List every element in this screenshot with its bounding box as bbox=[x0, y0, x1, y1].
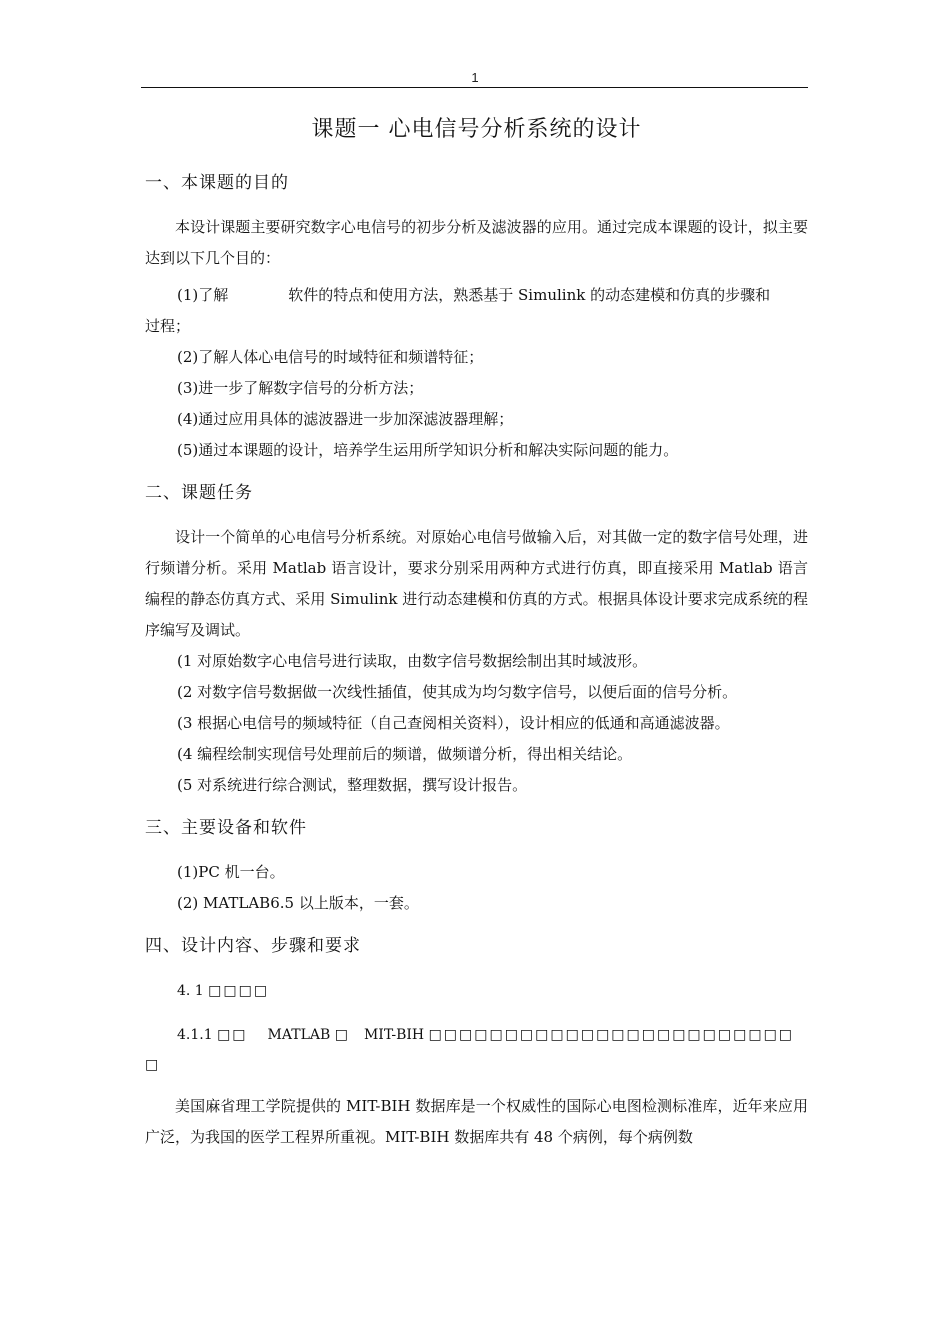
page-number: 1 bbox=[471, 70, 479, 85]
section3-item1: (1)PC 机一台。 bbox=[177, 863, 285, 881]
subsection-4-1-title: □□□□ bbox=[208, 983, 270, 999]
section1-item2: (2)了解人体心电信号的时域特征和频谱特征； bbox=[177, 348, 484, 366]
document-title: 课题一 心电信号分析系统的设计 bbox=[311, 117, 642, 142]
section1-item1-part2: 软件的特点和使用方法，熟悉基于 Simulink 的动态建模和仿真的步骤和 bbox=[288, 286, 771, 304]
section4-intro: 美国麻省理工学院提供的 MIT-BIH 数据库是一个权威性的国际心电图检测标准库，近年来应用广泛，为我国的医学工程界所重视。MIT-BIH 数据库共有 48 个病例，每个病例数 bbox=[145, 1097, 808, 1146]
section2-intro: 设计一个简单的心电信号分析系统。对原始心电信号做输入后，对其做一定的数字信号处理，进行频谱分析。采用 Matlab 语言设计，要求分别采用两种方式进行仿真，即直接采用 Matlab 语言编程的静态仿真方式、采用 Simulink 进行动态建模和仿真的方式。根据具体设计要求完成系统的程序编写及调试。 bbox=[145, 528, 808, 639]
section1-item1 bbox=[145, 280, 808, 311]
section4-heading: 四、设计内容、步骤和要求 bbox=[145, 936, 361, 956]
subsection-4-1-1-matlab: MATLAB bbox=[267, 1027, 331, 1043]
subsection-4-1-1-text2: □ bbox=[334, 1027, 350, 1043]
header-rule bbox=[141, 87, 808, 88]
section2-item2: (2 对数字信号数据做一次线性插值，使其成为均匀数字信号，以便后面的信号分析。 bbox=[177, 683, 738, 701]
subsection-4-1-1-text3: □□□□□□□□□□□□□□□□□□□□□□□□ bbox=[428, 1027, 795, 1043]
section1-item4: (4)通过应用具体的滤波器进一步加深滤波器理解； bbox=[177, 410, 514, 428]
section2-heading: 二、课题任务 bbox=[145, 483, 253, 503]
section1-item1-cont: 过程； bbox=[145, 317, 191, 335]
subsection-4-1 bbox=[145, 979, 808, 1003]
section2-item4: (4 编程绘制实现信号处理前后的频谱，做频谱分析，得出相关结论。 bbox=[177, 745, 633, 763]
subsection-4-1-number: 4. 1 bbox=[177, 983, 204, 999]
section1-item5: (5)通过本课题的设计，培养学生运用所学知识分析和解决实际问题的能力。 bbox=[177, 441, 679, 459]
section2-item3: (3 根据心电信号的频域特征（自己查阅相关资料），设计相应的低通和高通滤波器。 bbox=[177, 714, 730, 732]
section1-item3: (3)进一步了解数字信号的分析方法； bbox=[177, 379, 424, 397]
section1-item1-part1: (1)了解 bbox=[177, 286, 229, 304]
document-body bbox=[145, 112, 808, 1153]
section1-intro: 本设计课题主要研究数字心电信号的初步分析及滤波器的应用。通过完成本课题的设计，拟主要达到以下几个目的： bbox=[145, 218, 808, 267]
section3-heading: 三、主要设备和软件 bbox=[145, 818, 307, 838]
subsection-4-1-1-text1: □□ bbox=[217, 1027, 248, 1043]
section3-item2: (2) MATLAB6.5 以上版本，一套。 bbox=[177, 894, 419, 912]
section1-heading: 一、本课题的目的 bbox=[145, 173, 289, 193]
section2-item1: (1 对原始数字心电信号进行读取，由数字信号数据绘制出其时域波形。 bbox=[177, 652, 648, 670]
subsection-4-1-1 bbox=[145, 1023, 808, 1047]
section2-item5: (5 对系统进行综合测试，整理数据，撰写设计报告。 bbox=[177, 776, 528, 794]
subsection-4-1-1-cont: □ bbox=[145, 1057, 159, 1073]
subsection-4-1-1-mit: MIT-BIH bbox=[363, 1027, 425, 1043]
subsection-4-1-1-number: 4.1.1 bbox=[177, 1027, 213, 1043]
